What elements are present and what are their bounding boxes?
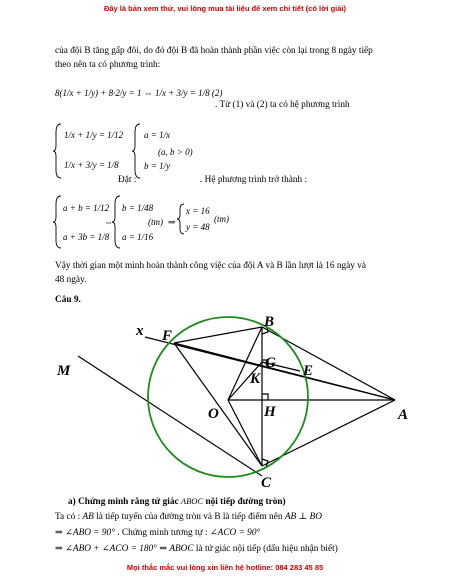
label-b: B (264, 314, 275, 330)
l3-post: là tứ giác nội tiếp (dấu hiệu nhận biết) (195, 544, 338, 554)
label-x: x (136, 323, 144, 339)
segment-ob (228, 327, 262, 400)
conclusion-line-1: Vậy thời gian một mình hoàn thành công việc của đội A và B lần lượt là 16 ngày và (55, 261, 367, 271)
system-2-row-2: a + 3b = 1/8 (63, 232, 110, 242)
substitution-b: b = 1/y (144, 161, 171, 171)
conclusion-line-2: 48 ngày. (55, 275, 87, 285)
system-1-note: . Hệ phương trình trở thành : (200, 175, 308, 185)
part-a-abo: ABOC (180, 496, 204, 506)
left-brace-5 (176, 202, 186, 236)
l2-pre: ⇒ ∠ABO = 90° (55, 528, 115, 538)
label-f: F (162, 328, 173, 344)
equation-1: 8(1/x + 1/y) + 8·2/y = 1 ⇔ 1/x + 3/y = 1/8 (2) (55, 88, 223, 98)
l1-mid: là tiếp tuyến của đường tròn và B là tiếp điểm nên (96, 512, 283, 522)
label-e: E (303, 363, 314, 379)
l1-perp: AB ⊥ BO (284, 512, 322, 522)
l3-pre: ⇒ ∠ABO + ∠ACO = 180° ⇒ (55, 544, 167, 554)
part-a-title-pre: a) Chứng minh rằng tứ giác (68, 497, 179, 507)
equiv-arrow: ⇔ (104, 217, 113, 227)
label-h: H (264, 404, 276, 420)
left-brace-2 (132, 122, 142, 180)
segment-oc (228, 400, 262, 466)
label-a: A (398, 407, 409, 423)
equation-1-note: . Từ (1) và (2) ta có hệ phương trình (215, 100, 350, 110)
label-g: G (265, 355, 276, 371)
part-a-line-1 (55, 511, 322, 522)
part-a-line-2 (55, 527, 260, 538)
part-a-title (68, 496, 286, 507)
system-2-row-1: a + b = 1/12 (63, 203, 110, 213)
left-brace-1 (53, 122, 63, 180)
preview-banner: Đây là bản xem thử, vui lòng mua tài liệu để xem chi tiết (có lời giải) (103, 4, 347, 13)
l2-mid: . Chứng minh tương tự : (117, 528, 208, 538)
segment-fb (174, 327, 262, 343)
paragraph-line-2: theo nên ta có phương trình: (55, 60, 161, 70)
l1-pre: Ta có : (55, 512, 81, 522)
solution-y: y = 48 (186, 222, 210, 232)
l2-eq: ∠ACO = 90° (209, 528, 261, 538)
solution-a: a = 1/16 (122, 232, 154, 242)
tm-label-1: (tm) (148, 217, 163, 227)
system-1-row-1: 1/x + 1/y = 1/12 (64, 130, 124, 140)
implies-arrow: ⇒ (168, 217, 176, 227)
substitution-condition: (a, b > 0) (158, 147, 193, 157)
l1-ab: AB (82, 512, 94, 522)
part-a-title-post: nội tiếp đường tròn) (205, 497, 286, 507)
label-o: O (208, 406, 219, 422)
question-title: Câu 9. (55, 295, 81, 305)
right-angle-h (262, 394, 268, 400)
solution-x: x = 16 (186, 206, 210, 216)
label-m: M (57, 363, 71, 379)
label-c: C (261, 475, 272, 491)
tm-label-2: (tm) (214, 214, 229, 224)
left-brace-3 (53, 194, 63, 250)
solution-b: b = 1/48 (122, 203, 154, 213)
hotline-footer: Mọi thắc mắc vui lòng xin liên hệ hotline: 084 283 45 85 (126, 563, 324, 572)
secant-line-m (78, 356, 262, 476)
part-a-line-3 (55, 543, 338, 554)
geometry-figure (0, 305, 450, 495)
label-k: K (250, 371, 261, 387)
system-1-row-2: 1/x + 3/y = 1/8 (64, 160, 119, 170)
left-brace-4 (112, 194, 122, 250)
set-label: Đặt : (118, 175, 137, 185)
segment-fa (174, 343, 395, 400)
paragraph-line-1: của đội B tăng gấp đôi, do đó đội B đã hoàn thành phần việc còn lại trong 8 ngày tiếp (55, 46, 373, 56)
l3-abo: ABOC (169, 544, 194, 554)
substitution-a: a = 1/x (144, 130, 171, 140)
